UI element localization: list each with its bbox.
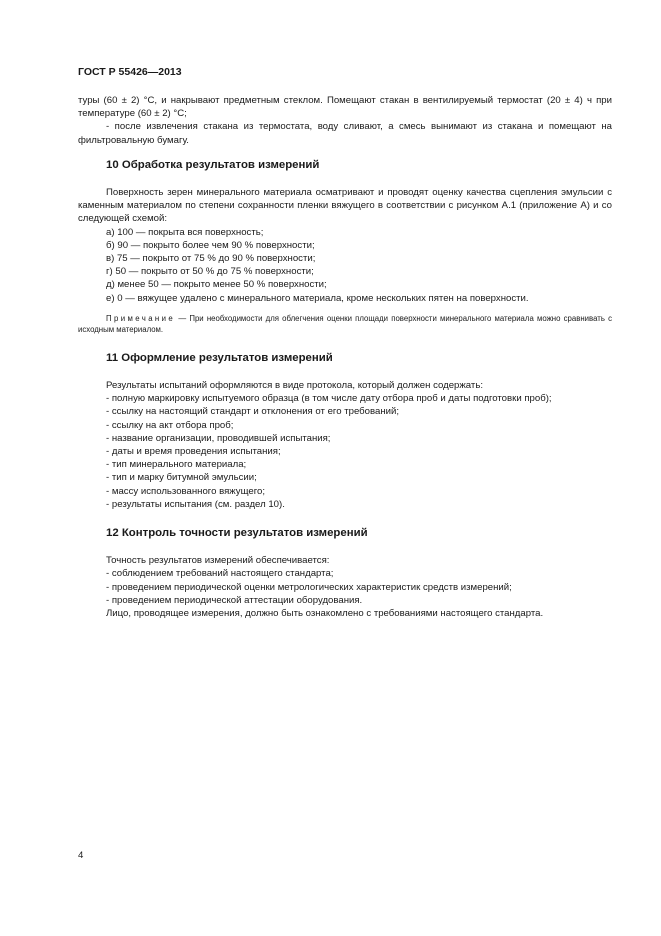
section-11-paragraph: Результаты испытаний оформляются в виде протокола, который должен содержать: — [106, 380, 483, 392]
list-item: е) 0 — вяжущее удалено с минерального материала, кроме нескольких пятен на поверхности. — [106, 292, 529, 304]
list-item: - тип и марку битумной эмульсии; — [106, 472, 257, 484]
section-12-title: 12 Контроль точности результатов измерений — [106, 527, 368, 540]
list-item: а) 100 — покрыта вся поверхность; — [106, 226, 264, 238]
list-item: - проведением периодической аттестации оборудования. — [106, 594, 363, 606]
list-item: - соблюдением требований настоящего стандарта; — [106, 568, 334, 580]
list-item: д) менее 50 — покрыто менее 50 % поверхности; — [106, 279, 327, 291]
standard-header: ГОСТ Р 55426—2013 — [78, 66, 182, 78]
section-10-paragraph: Поверхность зерен минерального материала осматривают и проводят оценку качества сцепления эмульсии с каменным материалом по степени сохранности пленки вяжущего в соответствии с рисунком А.1 (приложение А) и со следующей схемой: — [78, 187, 612, 225]
page-body — [78, 94, 612, 620]
section-12-closing-paragraph: Лицо, проводящее измерения, должно быть ознакомлено с требованиями настоящего стандарта. — [106, 608, 544, 620]
list-item: - название организации, проводившей испытания; — [106, 432, 331, 444]
note-label: Примечание — [106, 313, 176, 323]
page-number: 4 — [78, 850, 84, 861]
section-12-paragraph: Точность результатов измерений обеспечивается: — [106, 555, 330, 567]
list-item: - проведением периодической оценки метрологических характеристик средств измерений; — [106, 581, 512, 593]
section-10-title: 10 Обработка результатов измерений — [106, 158, 320, 171]
intro-paragraph-2: - после извлечения стакана из термостата, воду сливают, а смесь вынимают из стакана и помещают на фильтровальную бумагу. — [78, 121, 612, 146]
note — [78, 313, 612, 336]
list-item: - даты и время проведения испытания; — [106, 446, 281, 458]
section-11-title: 11 Оформление результатов измерений — [106, 351, 333, 364]
list-item: - полную маркировку испытуемого образца (в том числе дату отбора проб и даты подготовки проб); — [106, 393, 552, 405]
list-item: - результаты испытания (см. раздел 10). — [106, 498, 285, 510]
list-item: - тип минерального материала; — [106, 459, 247, 471]
list-item: г) 50 — покрыто от 50 % до 75 % поверхности; — [106, 266, 314, 278]
list-item: в) 75 — покрыто от 75 % до 90 % поверхности; — [106, 253, 316, 265]
list-item: - ссылку на настоящий стандарт и отклонения от его требований; — [106, 406, 400, 418]
list-item: - массу использованного вяжущего; — [106, 485, 266, 497]
list-item: - ссылку на акт отбора проб; — [106, 419, 234, 431]
list-item: б) 90 — покрыто более чем 90 % поверхности; — [106, 239, 315, 251]
note-text: — При необходимости для облегчения оценки площади поверхности минерального материала можно сравнивать с исходным материалом. — [78, 313, 612, 335]
intro-paragraph-1: туры (60 ± 2) °С, и накрывают предметным стеклом. Помещают стакан в вентилируемый термостат (20 ± 4) ч при температуре (60 ± 2) °С; — [78, 95, 612, 120]
